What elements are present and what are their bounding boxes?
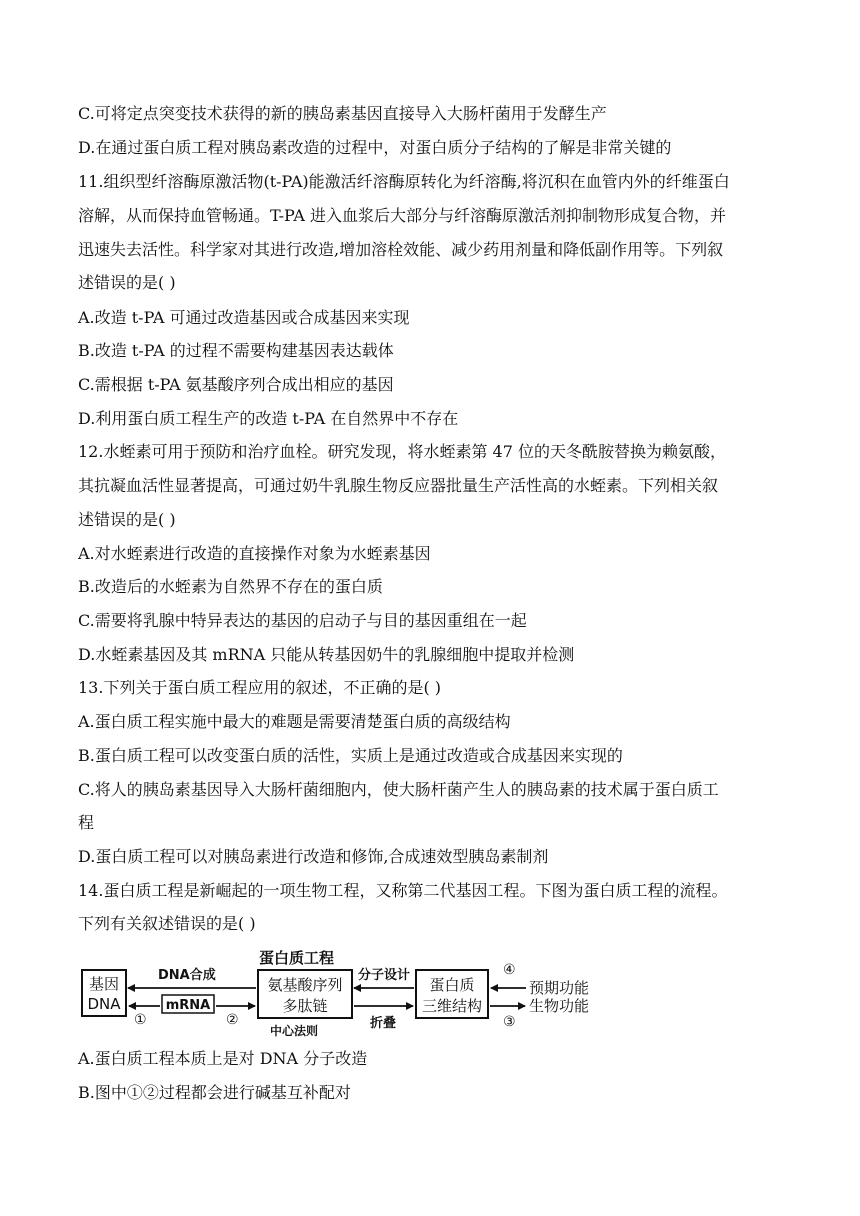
q12-option-a: A.对水蛭素进行改造的直接操作对象为水蛭素基因 — [78, 544, 431, 563]
q13-stem: 13.下列关于蛋白质工程应用的叙述，不正确的是( ) — [78, 678, 442, 697]
q11-option-d: D.利用蛋白质工程生产的改造 t-PA 在自然界中不存在 — [78, 409, 459, 428]
protein-box-line-2: 三维结构 — [421, 997, 483, 1015]
q11-stem-line-4: 述错误的是( ) — [78, 273, 176, 292]
q12-option-b: B.改造后的水蛭素为自然界不存在的蛋白质 — [78, 577, 383, 596]
q11-option-c: C.需根据 t-PA 氨基酸序列合成出相应的基因 — [78, 375, 394, 394]
q11-stem-line-2: 溶解，从而保持血管畅通。T-PA 进入血浆后大部分与纤溶酶原激活剂抑制物形成复合物，并 — [78, 206, 726, 225]
q12-stem-line-3: 述错误的是( ) — [78, 510, 176, 529]
q14-option-a: A.蛋白质工程本质上是对 DNA 分子改造 — [78, 1049, 368, 1068]
q12-stem-line-2: 其抗凝血活性显著提高，可通过奶牛乳腺生物反应器批量生产活性高的水蛭素。下列相关叙 — [78, 476, 719, 495]
amino-box-line-2: 多肽链 — [282, 997, 328, 1015]
expected-function-label: 预期功能 — [529, 979, 590, 997]
q14-stem-line-1: 14.蛋白质工程是新崛起的一项生物工程，又称第二代基因工程。下图为蛋白质工程的流程。 — [78, 881, 728, 900]
mrna-label: mRNA — [165, 998, 211, 1013]
protein-engineering-flow-diagram — [78, 944, 618, 1040]
q11-option-b: B.改造 t-PA 的过程不需要构建基因表达载体 — [78, 341, 394, 360]
q14-stem-line-2: 下列有关叙述错误的是( ) — [78, 914, 256, 933]
dna-synthesis-label: DNA合成 — [158, 968, 216, 983]
q11-stem-line-3: 迅速失去活性。科学家对其进行改造,增加溶栓效能、减少药用剂量和降低副作用等。下列叙 — [78, 240, 724, 259]
step-1-marker: ① — [134, 1012, 147, 1028]
q13-option-c-line-1: C.将人的胰岛素基因导入大肠杆菌细胞内，使大肠杆菌产生人的胰岛素的技术属于蛋白质工 — [78, 780, 719, 799]
gene-box-line-2: DNA — [87, 995, 121, 1013]
step-2-marker: ② — [226, 1012, 239, 1028]
q10-option-d: D.在通过蛋白质工程对胰岛素改造的过程中，对蛋白质分子结构的了解是非常关键的 — [78, 138, 672, 157]
q12-option-d: D.水蛭素基因及其 mRNA 只能从转基因奶牛的乳腺细胞中提取并检测 — [78, 645, 575, 664]
q14-option-b: B.图中①②过程都会进行碱基互补配对 — [78, 1083, 351, 1102]
protein-box-line-1: 蛋白质 — [429, 976, 475, 994]
gene-box-line-1: 基因 — [88, 975, 120, 993]
q12-stem-line-1: 12.水蛭素可用于预防和治疗血栓。研究发现，将水蛭素第 47 位的天冬酰胺替换为赖氨酸， — [78, 442, 726, 461]
q13-option-b: B.蛋白质工程可以改变蛋白质的活性，实质上是通过改造或合成基因来实现的 — [78, 746, 623, 765]
biological-function-label: 生物功能 — [529, 997, 590, 1015]
q13-option-d: D.蛋白质工程可以对胰岛素进行改造和修饰,合成速效型胰岛素制剂 — [78, 847, 549, 866]
q13-option-c-line-2: 程 — [78, 813, 95, 832]
q12-option-c: C.需要将乳腺中特异表达的基因的启动子与目的基因重组在一起 — [78, 611, 527, 630]
amino-box-line-1: 氨基酸序列 — [267, 976, 343, 994]
q10-option-c: C.可将定点突变技术获得的新的胰岛素基因直接导入大肠杆菌用于发酵生产 — [78, 104, 607, 123]
q11-option-a: A.改造 t-PA 可通过改造基因或合成基因来实现 — [78, 308, 410, 327]
central-dogma-label: 中心法则 — [270, 1024, 319, 1038]
q13-option-a: A.蛋白质工程实施中最大的难题是需要清楚蛋白质的高级结构 — [78, 712, 511, 731]
folding-label: 折叠 — [370, 1016, 397, 1031]
diagram-title: 蛋白质工程 — [259, 949, 335, 967]
step-4-marker: ④ — [503, 962, 516, 978]
q11-stem-line-1: 11.组织型纤溶酶原激活物(t-PA)能激活纤溶酶原转化为纤溶酶,将沉积在血管内外的纤维蛋白 — [78, 172, 730, 191]
step-3-marker: ③ — [503, 1014, 516, 1030]
molecular-design-label: 分子设计 — [358, 968, 411, 983]
